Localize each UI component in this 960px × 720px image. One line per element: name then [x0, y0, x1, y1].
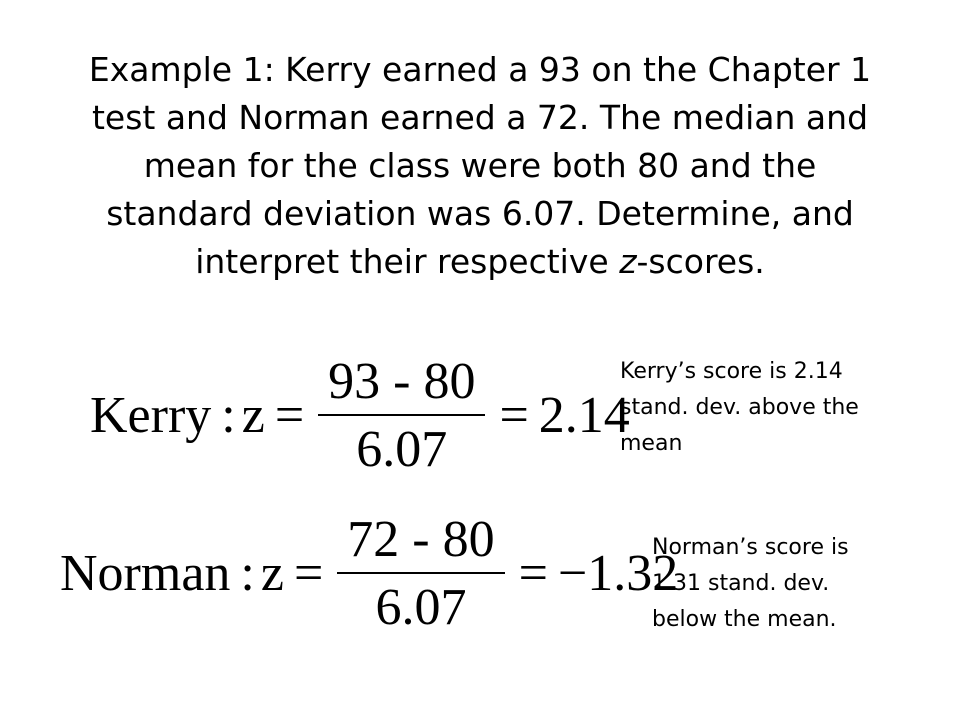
- title-line-1: Example 1: Kerry earned a 93 on the Chapter 1: [88, 50, 872, 89]
- kerry-denominator: 6.07: [356, 421, 448, 478]
- norman-interpretation: [652, 530, 912, 638]
- kerry-note-line-2: stand. dev. above the: [620, 395, 859, 420]
- kerry-z-result: 2.14: [538, 387, 630, 444]
- kerry-interpretation: [620, 354, 920, 462]
- slide-title: [40, 46, 920, 286]
- title-line-5-suffix: -scores.: [636, 242, 765, 281]
- norman-note-line-3: below the mean.: [652, 607, 837, 632]
- kerry-equals-sign: =: [274, 387, 305, 444]
- kerry-equals-sign-2: =: [499, 387, 529, 444]
- norman-denominator: 6.07: [375, 579, 467, 636]
- kerry-name: Kerry: [90, 387, 212, 444]
- norman-z-variable: z: [260, 545, 284, 602]
- kerry-colon: :: [221, 387, 236, 444]
- title-line-2: test and Norman earned a 72. The median and: [91, 98, 869, 137]
- kerry-note-line-3: mean: [620, 431, 683, 456]
- norman-z-result: −1.32: [557, 545, 679, 602]
- title-line-3: mean for the class were both 80 and the: [143, 146, 817, 185]
- norman-note-line-1: Norman’s score is: [652, 535, 849, 560]
- kerry-z-score-formula: [90, 352, 630, 480]
- norman-z-score-formula: [60, 510, 678, 638]
- title-line-4: standard deviation was 6.07. Determine, and: [106, 194, 854, 233]
- norman-equals-sign: =: [293, 545, 324, 602]
- kerry-fraction: [318, 352, 485, 480]
- norman-note-line-2: 1.31 stand. dev.: [652, 571, 830, 596]
- kerry-fraction-bar: [318, 414, 485, 416]
- norman-equals-sign-2: =: [518, 545, 548, 602]
- norman-name: Norman: [60, 545, 231, 602]
- kerry-z-variable: z: [241, 387, 265, 444]
- kerry-note-line-1: Kerry’s score is 2.14: [620, 359, 843, 384]
- norman-fraction-bar: [337, 572, 504, 574]
- norman-fraction: [337, 510, 504, 638]
- title-line-5-prefix: interpret their respective: [195, 242, 620, 281]
- norman-colon: :: [240, 545, 255, 602]
- norman-numerator: 72 - 80: [347, 511, 495, 568]
- title-z-variable: z: [619, 242, 637, 281]
- kerry-numerator: 93 - 80: [328, 353, 476, 410]
